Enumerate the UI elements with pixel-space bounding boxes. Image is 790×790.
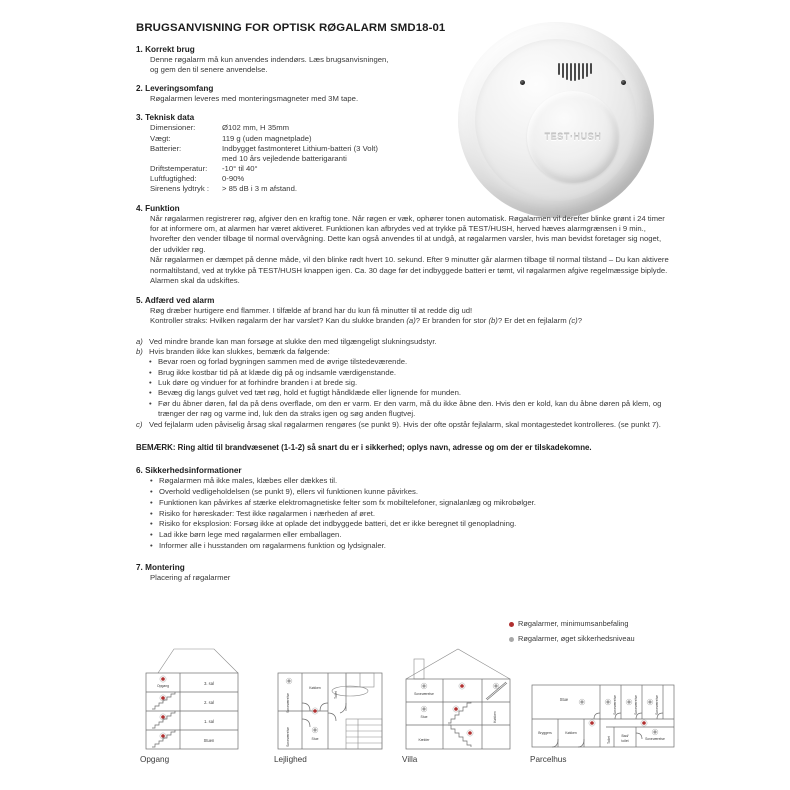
- manual-content: [136, 22, 670, 592]
- list-item: [149, 378, 670, 388]
- bullet-text: Risiko for eksplosion: Forsøg ikke at oplade det indbyggede batteri, det er ikke beregnet til genopladning.: [159, 519, 517, 529]
- spec-label: Batterier:: [150, 143, 182, 153]
- section-title: Adfærd ved alarm: [144, 295, 215, 305]
- bullet-text: Før du åbner døren, føl da på dens overflade, om den er varm. Er den varm, må du ikke åbne den. Hvis den er kold, kan du åbne døren på klem, og trænger der røg og varme ind, luk den da straks igen og søg anden flugtvej.: [158, 398, 662, 419]
- diagram-villa: [400, 645, 520, 764]
- spec-value-continued: med 10 års vejledende batterigaranti: [222, 153, 347, 163]
- emergency-note: BEMÆRK: Ring altid til brandvæsenet (1-1-2) så snart du er i sikkerhed; oplys navn, adresse og om der er tilskadekomne.: [136, 443, 592, 453]
- bullet-icon: •: [150, 476, 153, 486]
- section-number: 1.: [136, 45, 143, 54]
- legend-dot-red-icon: [509, 622, 514, 627]
- section-leveringsomfang: [136, 84, 670, 104]
- room-label: Bad/: [621, 734, 629, 738]
- test-hush-label: TEST·HUSH: [544, 132, 602, 142]
- mounting-diagrams: [138, 645, 678, 775]
- mounting-subheading: Placering af røgalarmer: [150, 572, 231, 582]
- room-label: Soveværelse: [645, 737, 665, 741]
- diagram-parcelhus: [528, 645, 678, 764]
- ref-a: (a): [406, 316, 416, 326]
- section-heading: [136, 296, 670, 305]
- item-text: Ved fejlalarm uden påviselig årsag skal røgalarmen rengøres (se punkt 9). Hvis der ofte opstår fejlalarm, skal montagestedet kontrolleres. (se punkt 7).: [149, 419, 661, 429]
- bullet-icon: •: [150, 519, 153, 529]
- room-label: Toilet: [607, 736, 611, 744]
- room-label: Soveværelse: [613, 695, 617, 715]
- bullet-text: Informer alle i husstanden om røgalarmens funktion og lydsignaler.: [159, 540, 386, 550]
- page-title: BRUGSANVISNING FOR OPTISK RØGALARM SMD18-01: [136, 22, 446, 34]
- spec-row: [150, 134, 670, 144]
- section-paragraph: Når røgalarmen er dæmpet på denne måde, vil den blinke rødt hvert 10. sekund. Efter 9 minutter går alarmen tilbage til normal tilstand – Du kan aktivere normaltilstand, ved at trykke på TEST/HUSH knappen igen. Ca. 30 dage før det indbyggede batteri er tømt, vil røgalarmen afgive regelmæssige biplyde. Alarmen skal da udskiftes.: [150, 255, 669, 286]
- section-number: 4.: [136, 203, 143, 213]
- floor-label: 1. sal: [204, 719, 214, 724]
- section-number: 3.: [136, 113, 143, 123]
- section-title: Funktion: [145, 203, 180, 213]
- bullet-text: Bevæg dig langs gulvet ved tæt røg, hold et fugtigt håndklæde eller lignende for munden.: [158, 388, 461, 398]
- spec-label: Driftstemperatur:: [150, 164, 208, 174]
- list-item: [150, 498, 670, 509]
- list-item: [149, 399, 670, 420]
- section-sikkerhedsinformationer: [136, 466, 670, 551]
- bullet-icon: •: [149, 398, 152, 408]
- room-label: Kælder: [418, 738, 430, 742]
- room-label: Toilet: [334, 691, 338, 699]
- section-title: Sikkerhedsinformationer: [145, 466, 242, 476]
- spec-value: 0-90%: [222, 174, 245, 184]
- section-title: Teknisk data: [145, 113, 195, 123]
- room-label: toilet: [621, 739, 629, 743]
- room-label: Stue: [559, 697, 569, 702]
- spec-value: Indbygget fastmonteret Lithium-batteri (3 Volt): [222, 143, 378, 153]
- section-title: Korrekt brug: [145, 45, 195, 54]
- spec-value: > 85 dB i 3 m afstand.: [222, 184, 297, 194]
- section-title: Leveringsomfang: [145, 84, 214, 94]
- list-item: [136, 337, 670, 347]
- spec-value: Ø102 mm, H 35mm: [222, 123, 290, 133]
- list-item: [150, 541, 670, 552]
- list-item: [150, 476, 670, 487]
- floor-label: Stuen: [203, 738, 215, 743]
- alarm-check-line: [150, 316, 670, 326]
- room-label: Soveværelse: [414, 692, 434, 696]
- bullet-icon: •: [150, 540, 153, 550]
- lettered-instruction-list: [136, 337, 670, 431]
- list-item: [136, 347, 670, 420]
- section-line: Denne røgalarm må kun anvendes indendørs. Læs brugsanvisningen,: [150, 55, 389, 64]
- room-label: Stue: [311, 737, 319, 741]
- bullet-text: Funktionen kan påvirkes af stærke elektromagnetiske felter som fx mobiltelefoner, signalanlæg og mikrobølger.: [159, 497, 536, 507]
- bullet-icon: •: [149, 378, 152, 388]
- ref-b: (b): [488, 316, 498, 326]
- floor-label: 3. sal: [204, 681, 214, 686]
- diagram-caption: Lejlighed: [274, 755, 307, 764]
- item-text: Hvis branden ikke kan slukkes, bemærk da følgende:: [149, 346, 330, 356]
- ref-c: (c): [568, 316, 578, 326]
- list-item: [150, 487, 670, 498]
- spec-value: -10° til 40°: [222, 164, 258, 174]
- room-label: Opgang: [156, 684, 170, 688]
- room-label: Bryggers: [538, 731, 552, 735]
- section-heading: [136, 45, 670, 54]
- list-item: [149, 357, 670, 367]
- section-heading: [136, 84, 670, 93]
- section-number: 6.: [136, 466, 143, 476]
- room-label: Soveværelse: [286, 727, 290, 747]
- item-letter: b): [136, 346, 143, 356]
- item-text: Ved mindre brande kan man forsøge at slukke den med tilgængeligt slukningsudstyr.: [149, 336, 437, 346]
- check-mid2: ? Er det en fejlalarm: [497, 316, 569, 326]
- bullet-text: Risiko for høreskader: Test ikke røgalarmen i nærheden af øret.: [159, 508, 376, 518]
- bullet-icon: •: [150, 497, 153, 507]
- list-item: [150, 530, 670, 541]
- section-line: Røg dræber hurtigere end flammer. I tilfælde af brand har du kun få minutter til at redde dig ud!: [150, 305, 473, 315]
- bullet-icon: •: [150, 487, 153, 497]
- item-letter: c): [136, 419, 143, 429]
- legend-dot-gray-icon: [509, 637, 514, 642]
- spec-row: [150, 164, 670, 174]
- spec-row: [150, 123, 670, 133]
- diagram-caption: Opgang: [140, 755, 170, 764]
- section-line: Røgalarmen leveres med monteringsmagneter med 3M tape.: [150, 94, 359, 104]
- spec-value: 119 g (uden magnetplade): [222, 133, 312, 143]
- check-end: ?: [577, 316, 583, 326]
- section-heading: [136, 204, 670, 213]
- bullet-icon: •: [149, 388, 152, 398]
- diagram-caption: Villa: [402, 755, 418, 764]
- diagram-caption: Parcelhus: [530, 755, 567, 764]
- room-label: Soveværelse: [286, 693, 290, 713]
- bullet-text: Luk døre og vinduer for at forhindre branden i at brede sig.: [158, 378, 358, 388]
- list-item: [136, 420, 670, 430]
- room-label: Køkken: [565, 731, 577, 735]
- spec-label: Vægt:: [150, 133, 171, 143]
- bullet-icon: •: [150, 508, 153, 518]
- sub-bullet-list: [149, 357, 670, 419]
- section-title: Montering: [145, 562, 185, 572]
- spec-row: [150, 174, 670, 184]
- section-heading: [136, 563, 670, 572]
- legend-item-increased: [509, 635, 635, 643]
- room-label: Køkken: [309, 686, 321, 690]
- bullet-text: Røgalarmen må ikke males, klæbes eller dækkes til.: [159, 476, 338, 486]
- check-prefix: Kontroller straks: Hvilken røgalarm der har varslet? Kan du slukke branden: [150, 316, 407, 326]
- bullet-text: Brug ikke kostbar tid på at klæde dig på og indsamle værdigenstande.: [158, 367, 397, 377]
- section-number: 5.: [136, 295, 143, 305]
- section-number: 2.: [136, 84, 143, 94]
- section-line: og gem den til senere anvendelse.: [150, 65, 268, 75]
- section-korrekt-brug: [136, 45, 670, 75]
- bullet-text: Lad ikke børn lege med røgalarmen eller emballagen.: [159, 530, 342, 540]
- section-heading: [136, 113, 670, 122]
- diagram-opgang: [138, 645, 250, 764]
- section-heading: [136, 466, 670, 475]
- spec-label: Sirenens lydtryk :: [150, 184, 209, 194]
- section-teknisk-data: [136, 113, 670, 194]
- bullet-icon: •: [149, 367, 152, 377]
- section-funktion: [136, 204, 670, 287]
- bullet-icon: •: [150, 530, 153, 540]
- room-label: Soveværelse: [655, 695, 659, 715]
- list-item: [149, 368, 670, 378]
- safety-list: [150, 476, 670, 551]
- diagram-lejlighed: [272, 645, 392, 764]
- section-adfaerd-ved-alarm: [136, 296, 670, 327]
- spec-row: [150, 184, 670, 194]
- check-mid1: ? Er branden for stor: [415, 316, 489, 326]
- spec-label: Dimensioner:: [150, 123, 196, 133]
- legend-label: Røgalarmer, øget sikkerhedsniveau: [518, 634, 635, 644]
- room-label: Soveværelse: [634, 695, 638, 715]
- list-item: [150, 509, 670, 520]
- spec-row: [150, 144, 670, 154]
- list-item: [149, 388, 670, 398]
- bullet-icon: •: [149, 357, 152, 367]
- floor-label: 2. sal: [204, 700, 214, 705]
- list-item: [150, 519, 670, 530]
- room-label: Køkken: [493, 711, 497, 723]
- room-label: Stue: [420, 715, 428, 719]
- bullet-text: Bevar roen og forlad bygningen sammen med de øvrige tilstedeværende.: [158, 357, 408, 367]
- section-montering: [136, 563, 670, 583]
- section-number: 7.: [136, 562, 143, 572]
- legend-label: Røgalarmer, minimumsanbefaling: [518, 619, 629, 628]
- spec-label: Luftfugtighed:: [150, 174, 197, 184]
- legend-item-minimum: [509, 620, 635, 628]
- section-paragraph: Når røgalarmen registrerer røg, afgiver den en kraftig tone. Når røgen er væk, ophører tonen automatisk. Røgalarmen vil derefter blinke grønt i 24 timer for at informere om, at alarmen har været aktiveret. Funktionen kan afbrydes ved at trykke på TEST/HUSH, herved hæves alarmgrænsen i 9 min., hvorefter den vender tilbage til normal overvågning. Dette kan også anvendes til at undgå, at røgalarmen varsler, hvis man bevidst foretager sig noget, der udvikler røg.: [150, 213, 665, 254]
- bullet-text: Overhold vedligeholdelsen (se punkt 9), ellers vil funktionen kunne påvirkes.: [159, 487, 418, 497]
- item-letter: a): [136, 336, 143, 346]
